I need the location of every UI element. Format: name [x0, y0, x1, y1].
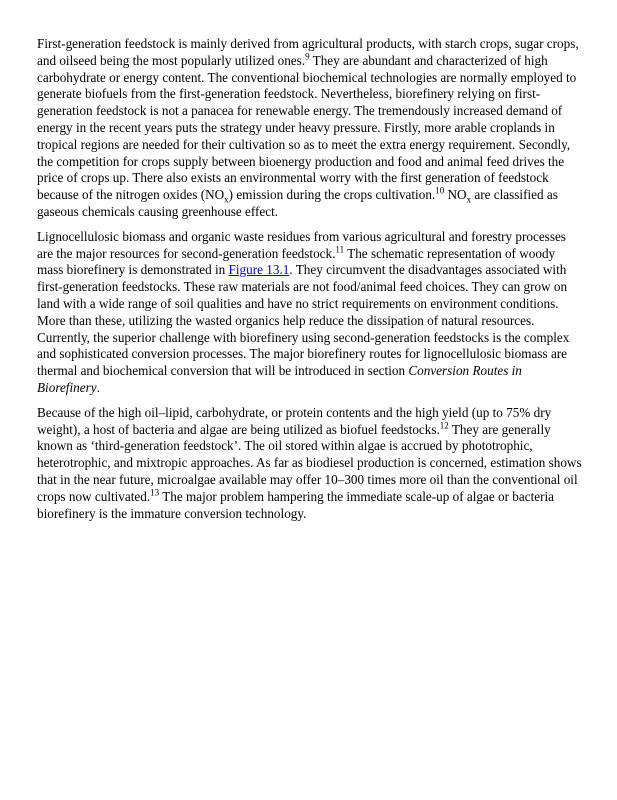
text-run: . They circumvent the disadvantages associated with first-generation feedstocks. These raw materials are not food/animal feed choices. They can grow on land with a wide range of soil qualities and have no strict requirements on environment conditions. More than these, utilizing the wasted organics help reduce the dissipation of natural resources. Currently, the superior challenge with biorefinery using second-generation feedstocks is the complex and sophisticated conversion processes. The major biorefinery routes for lignocellulosic biomass are thermal and biochemical conversion that will be introduced in section	[37, 262, 570, 379]
citation-ref[interactable]: 12	[439, 420, 449, 431]
text-run: are classified as gaseous chemicals causing greenhouse effect.	[37, 187, 558, 219]
section-reference: Conversion Routes in Biorefinery	[37, 363, 522, 395]
subscript: x	[466, 194, 472, 205]
paragraph-third-generation	[37, 405, 583, 523]
text-run: ) emission during the crops cultivation.	[228, 187, 436, 203]
paragraph-second-generation	[37, 229, 583, 397]
citation-ref[interactable]: 11	[335, 244, 345, 255]
text-run: Lignocellulosic biomass and organic waste residues from various agricultural and forestry processes are the major resources for second-generation feedstock.	[37, 228, 566, 261]
text-run: First-generation feedstock is mainly derived from agricultural products, with starch crops, sugar crops, and oilseed being the most popularly utilized ones.	[37, 36, 579, 68]
text-run: The major problem hampering the immediate scale-up of algae or bacteria biorefinery is the immature conversion technology.	[37, 488, 555, 521]
figure-link[interactable]: Figure 13.1	[228, 262, 290, 278]
citation-ref[interactable]: 13	[150, 487, 160, 498]
text-run: They are abundant and characterized of high carbohydrate or energy content. The conventional biochemical technologies are normally employed to generate biofuels from the first-generation feedstock. Nevertheless, biorefinery relying on first-generation feedstock is not a panacea for renewable energy. The tremendously increased demand of energy in the recent years puts the strategy under heavy pressure. Firstly, more arable croplands in tropical regions are needed for their cultivation so as to meet the extra energy requirement. Secondly, the competition for crops supply between bioenergy production and food and animal feed drives the price of crops up. There also exists an environmental worry with the first generation of feedstock because of the nitrogen oxides (NO	[37, 52, 577, 203]
citation-ref[interactable]: 10	[435, 185, 445, 196]
paragraph-first-generation	[37, 36, 583, 221]
text-run: They are generally known as ‘third-generation feedstock’. The oil stored within algae is accrued by phototrophic, heterotrophic, and mixtropic approaches. As far as biodiesel production is concerned, estimation shows that in the near future, microalgae available may offer 10–300 times more oil than the conventional oil crops now cultivated.	[37, 421, 582, 504]
subscript: x	[224, 194, 229, 205]
document-body	[37, 36, 583, 530]
citation-ref[interactable]: 9	[305, 51, 310, 62]
text-run: NO	[444, 187, 467, 203]
text-run: The schematic representation of woody mass biorefinery is demonstrated in	[37, 245, 556, 278]
text-run: .	[96, 379, 100, 395]
text-run: Because of the high oil–lipid, carbohydrate, or protein contents and the high yield (up to 75% dry weight), a host of bacteria and algae are being utilized as biofuel feedstocks.	[37, 404, 552, 437]
